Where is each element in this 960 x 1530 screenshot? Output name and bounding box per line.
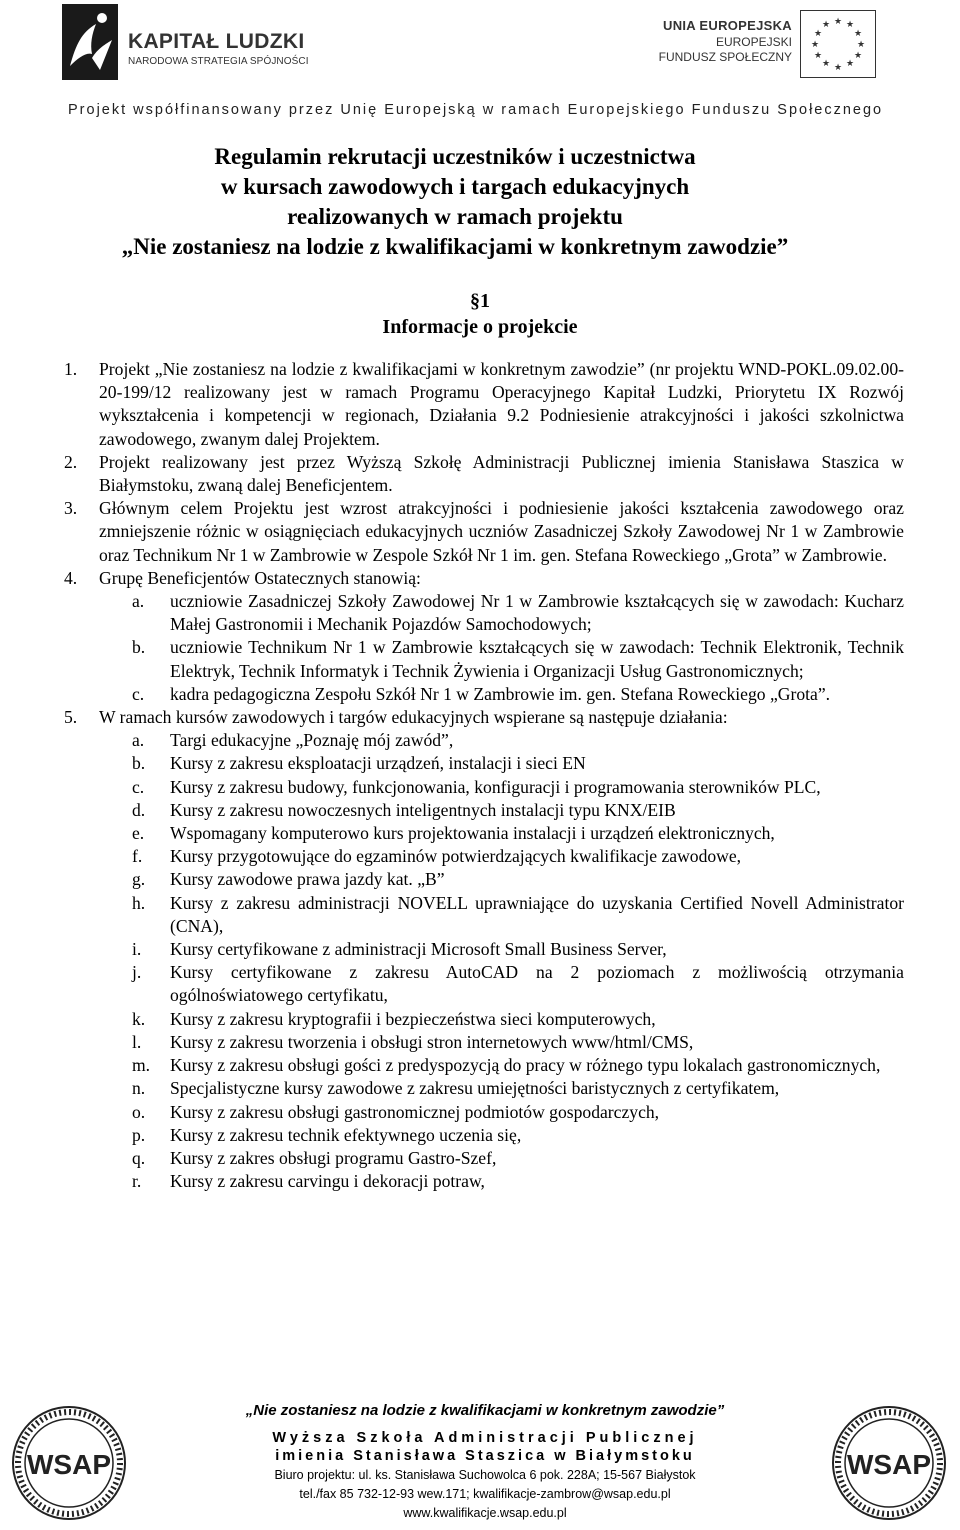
cofinancing-note: Projekt współfinansowany przez Unię Europejską w ramach Europejskiego Funduszu Społecznego <box>68 102 884 118</box>
svg-text:★: ★ <box>845 59 855 69</box>
section-heading <box>60 288 900 340</box>
item-text: Grupę Beneficjentów Ostatecznych stanowią: <box>99 567 421 588</box>
wsap-logo-left <box>10 1404 128 1522</box>
activity-text: Kursy z zakresu obsługi gastronomicznej podmiotów gospodarczych, <box>170 1101 660 1122</box>
activity-text: Targi edukacyjne „Poznaję mój zawód”, <box>170 730 454 751</box>
svg-text:★: ★ <box>821 20 831 30</box>
eu-logo-text <box>659 18 792 64</box>
kapital-ludzki-name: KAPITAŁ LUDZKI <box>128 30 305 53</box>
item-number: 4. <box>64 567 78 588</box>
activity-text: Wspomagany komputerowo kurs projektowania instalacji i urządzeń elektronicznych, <box>170 823 775 844</box>
svg-text:★: ★ <box>813 51 823 61</box>
fund-name-2: FUNDUSZ SPOŁECZNY <box>658 50 792 64</box>
activity-text: Kursy z zakresu technik efektywnego uczenia się, <box>170 1124 522 1145</box>
activity-text: Kursy certyfikowane z administracji Microsoft Small Business Server, <box>170 939 667 960</box>
footer-address: Biuro projektu: ul. ks. Stanisława Suchowolca 6 pok. 228A; 15-567 Białystok <box>274 1468 696 1482</box>
activity-item <box>64 1008 904 1031</box>
activity-text: Kursy z zakresu obsługi gości z predyspozycją do pracy w różnego typu lokalach gastronomicznych, <box>170 1055 881 1076</box>
item-text: Głównym celem Projektu jest wzrost atrakcyjności i podniesienie jakości kształcenia zawodowego oraz zmniejszenie różnic w osiągnięciach edukacyjnych uczniów Zasadniczej Szkoły Zawodowej Nr 1 w Zambrowie oraz Technikum Nr 1 w Zambrowie w Zespole Szkół Nr 1 im. gen. Stefana Roweckiego „Grota” w Zambrowie. <box>99 498 904 565</box>
activity-item <box>64 1101 904 1124</box>
activity-item <box>64 961 904 1007</box>
svg-text:★: ★ <box>856 40 866 50</box>
activity-letter: d. <box>132 799 146 820</box>
activity-letter: i. <box>132 939 142 960</box>
activity-item <box>64 776 904 799</box>
sub-item-text: kadra pedagogiczna Zespołu Szkół Nr 1 w Zambrowie im. gen. Stefana Roweckiego „Grota”. <box>170 683 831 704</box>
document-body <box>64 358 904 1193</box>
activity-letter: h. <box>132 892 146 913</box>
list-item <box>64 451 904 497</box>
activity-item <box>64 1031 904 1054</box>
eu-flag-icon <box>800 10 876 78</box>
sub-item-letter: b. <box>132 637 146 658</box>
activity-letter: f. <box>132 846 143 867</box>
list-item <box>64 706 904 729</box>
activity-item <box>64 1124 904 1147</box>
activity-item <box>64 868 904 891</box>
activity-text: Specjalistyczne kursy zawodowe z zakresu umiejętności baristycznych z certyfikatem, <box>170 1078 780 1099</box>
list-item <box>64 497 904 567</box>
sub-item-letter: c. <box>132 683 145 704</box>
activity-item <box>64 1077 904 1100</box>
section-name: Informacje o projekcie <box>382 316 578 338</box>
activity-item <box>64 729 904 752</box>
activity-letter: e. <box>132 823 145 844</box>
title-line: „Nie zostaniesz na lodzie z kwalifikacjami w konkretnym zawodzie” <box>121 234 789 259</box>
document-title <box>60 142 850 262</box>
activity-item <box>64 1054 904 1077</box>
title-line: w kursach zawodowych i targach edukacyjnych <box>220 174 690 199</box>
kapital-ludzki-logo <box>62 4 118 80</box>
activity-letter: o. <box>132 1101 146 1122</box>
sub-item-text: uczniowie Zasadniczej Szkoły Zawodowej Nr 1 w Zambrowie kształcących się w zawodach: Kucharz Małej Gastronomii i Mechanik Pojazdów Samochodowych; <box>170 591 904 635</box>
activity-letter: a. <box>132 730 145 751</box>
activity-item <box>64 845 904 868</box>
svg-text:★: ★ <box>853 51 863 61</box>
page-header <box>0 0 960 130</box>
sub-list-item <box>64 590 904 636</box>
item-text: Projekt „Nie zostaniesz na lodzie z kwalifikacjami w konkretnym zawodzie” (nr projektu WND-POKL.09.02.00-20-199/12 realizowany jest w ramach Programu Operacyjnego Kapitał Ludzki, Priorytetu IX Rozwój wykształcenia i kompetencji w regionach, Działania 9.2 Podniesienie atrakcyjności i jakości szkolnictwa zawodowego, zwanym dalej Projektem. <box>99 359 904 449</box>
list-item <box>64 358 904 451</box>
activity-letter: n. <box>132 1078 146 1099</box>
section-symbol: §1 <box>470 290 490 312</box>
footer-slogan: „Nie zostaniesz na lodzie z kwalifikacjami w konkretnym zawodzie” <box>245 1402 725 1419</box>
wsap-logo-text: WSAP <box>847 1449 931 1480</box>
activity-text: Kursy z zakresu tworzenia i obsługi stron internetowych www/html/CMS, <box>170 1031 694 1052</box>
activity-letter: r. <box>132 1171 142 1192</box>
sub-item-text: uczniowie Technikum Nr 1 w Zambrowie kształcących się w zawodach: Technik Elektronik, Technik Elektryk, Technik Informatyk i Technik Żywienia i Organizacji Usług Gastronomicznych; <box>170 637 904 681</box>
activity-letter: p. <box>132 1124 146 1145</box>
title-line: realizowanych w ramach projektu <box>287 204 623 229</box>
title-line: Regulamin rekrutacji uczestników i uczestnictwa <box>214 144 696 169</box>
item-number: 3. <box>64 498 78 519</box>
wsap-logo-text: WSAP <box>27 1449 111 1480</box>
svg-text:★: ★ <box>813 29 823 39</box>
activity-text: Kursy z zakres obsługi programu Gastro-Szef, <box>170 1147 497 1168</box>
fund-name-1: EUROPEJSKI <box>715 35 792 49</box>
footer-school-name-2: imienia Stanisława Staszica w Białymstoku <box>275 1448 695 1464</box>
activity-text: Kursy certyfikowane z zakresu AutoCAD na 2 poziomach z możliwością otrzymania ogólnoświatowego certyfikatu, <box>170 962 904 1006</box>
item-number: 2. <box>64 451 78 472</box>
activity-item <box>64 822 904 845</box>
activity-item <box>64 799 904 822</box>
svg-text:★: ★ <box>833 63 843 73</box>
footer-website: www.kwalifikacje.wsap.edu.pl <box>403 1506 567 1520</box>
sub-list-item <box>64 683 904 706</box>
activity-letter: b. <box>132 753 146 774</box>
activity-text: Kursy z zakresu administracji NOVELL uprawniające do uzyskania Certified Novell Administrator (CNA), <box>170 892 904 936</box>
svg-text:★: ★ <box>833 17 843 27</box>
activity-item <box>64 892 904 938</box>
activity-item <box>64 1147 904 1170</box>
activity-text: Kursy z zakresu nowoczesnych inteligentnych instalacji typu KNX/EIB <box>170 799 676 820</box>
list-item <box>64 567 904 590</box>
item-text: Projekt realizowany jest przez Wyższą Szkołę Administracji Publicznej imienia Stanisława Staszica w Białymstoku, zwaną dalej Beneficjentem. <box>99 451 904 496</box>
activity-letter: j. <box>132 962 142 983</box>
svg-text:★: ★ <box>821 59 831 69</box>
activity-text: Kursy z zakresu budowy, funkcjonowania, konfiguracji i programowania sterowników PLC, <box>170 776 821 797</box>
wsap-logo-right <box>830 1404 948 1522</box>
page-footer <box>0 1390 960 1530</box>
footer-contact: tel./fax 85 732-12-93 wew.171; kwalifikacje-zambrow@wsap.edu.pl <box>299 1487 671 1501</box>
activity-text: Kursy z zakresu eksploatacji urządzeń, instalacji i sieci EN <box>170 753 586 774</box>
activity-letter: c. <box>132 776 145 797</box>
activity-letter: m. <box>132 1055 151 1076</box>
activity-text: Kursy zawodowe prawa jazdy kat. „B” <box>170 869 445 890</box>
activity-item <box>64 1170 904 1193</box>
activity-text: Kursy z zakresu carvingu i dekoracji potraw, <box>170 1171 485 1192</box>
svg-text:★: ★ <box>845 20 855 30</box>
activity-letter: g. <box>132 869 146 890</box>
svg-text:★: ★ <box>853 29 863 39</box>
activity-text: Kursy z zakresu kryptografii i bezpieczeństwa sieci komputerowych, <box>170 1008 656 1029</box>
activity-letter: k. <box>132 1008 146 1029</box>
item-number: 1. <box>64 359 78 379</box>
kapital-ludzki-subtitle: NARODOWA STRATEGIA SPÓJNOŚCI <box>128 56 309 67</box>
activity-item <box>64 938 904 961</box>
activity-letter: l. <box>132 1031 142 1052</box>
activity-letter: q. <box>132 1147 146 1168</box>
svg-text:★: ★ <box>810 40 820 50</box>
item-text: W ramach kursów zawodowych i targów edukacyjnych wspierane są następuje działania: <box>99 707 728 728</box>
sub-list-item <box>64 636 904 682</box>
activity-item <box>64 752 904 775</box>
eu-name: UNIA EUROPEJSKA <box>663 18 792 33</box>
sub-item-letter: a. <box>132 591 145 612</box>
footer-school-name: Wyższa Szkoła Administracji Publicznej <box>272 1430 698 1446</box>
activity-text: Kursy przygotowujące do egzaminów potwierdzających kwalifikacje zawodowe, <box>170 846 742 867</box>
item-number: 5. <box>64 707 78 728</box>
